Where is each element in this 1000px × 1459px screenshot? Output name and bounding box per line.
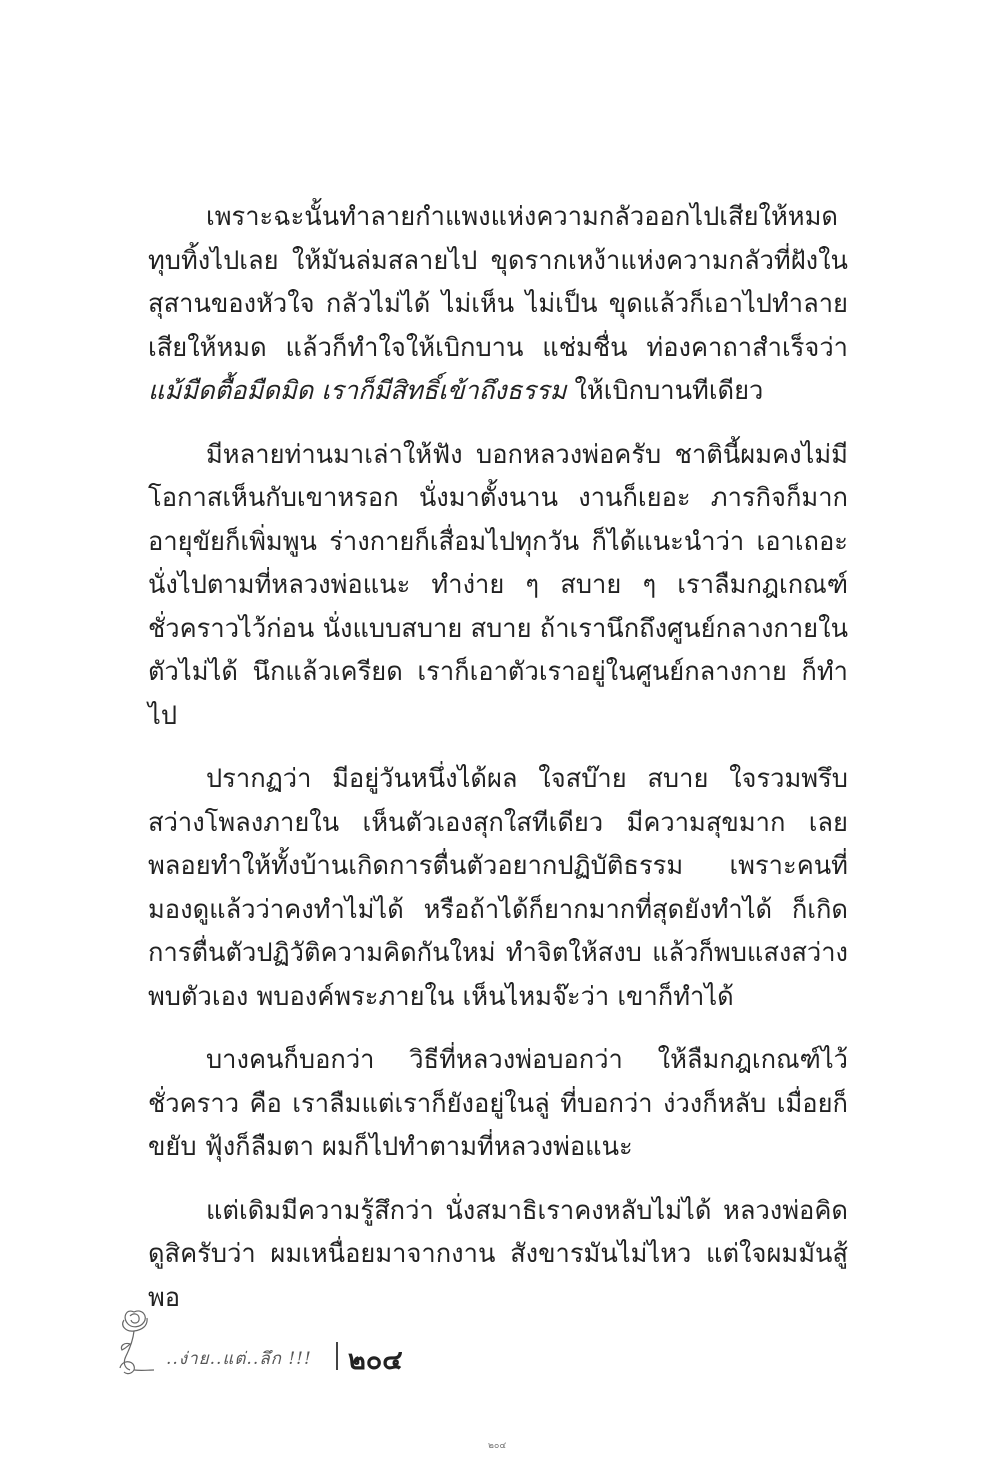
footer-script-title: ..ง่าย..แต่..ลึก !!! bbox=[166, 1349, 312, 1369]
rose-icon bbox=[112, 1300, 172, 1380]
paragraph-1-tail: ให้เบิกบานทีเดียว bbox=[566, 376, 764, 406]
paragraph-1 bbox=[148, 196, 848, 414]
tiny-page-number: ๒๐๔ bbox=[488, 1441, 507, 1451]
page-body bbox=[148, 196, 848, 1340]
paragraph-3: ปรากฏว่า มีอยู่วันหนึ่งได้ผล ใจสบ๊าย สบาย ใจรวมพรึบ สว่างโพลงภายใน เห็นตัวเองสุกใสทีเดียว มีความสุขมาก เลยพลอยทำให้ทั้งบ้านเกิดการตื่นตัวอยากปฏิบัติธรรม เพราะคนที่มองดูแล้วว่าคงทำไม่ได้ หรือถ้าได้ก็ยากมากที่สุดยังทำได้ ก็เกิดการตื่นตัวปฏิวัติความคิดกันใหม่ ทำจิตให้สงบ แล้วก็พบแสงสว่าง พบตัวเอง พบองค์พระภายใน เห็นไหมจ๊ะว่า เขาก็ทำได้ bbox=[148, 764, 848, 1012]
page-number: ๒๐๔ bbox=[348, 1345, 403, 1376]
paragraph-1-text: เพราะฉะนั้นทำลายกำแพงแห่งความกลัวออกไปเสียให้หมด ทุบทิ้งไปเลย ให้มันล่มสลายไป ขุดรากเหง้าแห่งความกลัวที่ฝังในสุสานของหัวใจ กลัวไม่ได้ ไม่เห็น ไม่เป็น ขุดแล้วก็เอาไปทำลายเสียให้หมด แล้วก็ทำใจให้เบิกบาน แช่มชื่น ท่องคาถาสำเร็จว่า bbox=[148, 202, 848, 363]
paragraph-5: แต่เดิมมีความรู้สึกว่า นั่งสมาธิเราคงหลับไม่ได้ หลวงพ่อคิดดูสิครับว่า ผมเหนื่อยมาจากงาน สังขารมันไม่ไหว แต่ใจผมมันสู้ พอ bbox=[148, 1195, 848, 1313]
footer-divider bbox=[336, 1342, 338, 1370]
page-footer bbox=[112, 1300, 872, 1380]
paragraph-4: บางคนก็บอกว่า วิธีที่หลวงพ่อบอกว่า ให้ลืมกฎเกณฑ์ไว้ชั่วคราว คือ เราลืมแต่เราก็ยังอยู่ในลู่ ที่บอกว่า ง่วงก็หลับ เมื่อยก็ขยับ ฟุ้งก็ลืมตา ผมก็ไปทำตามที่หลวงพ่อแนะ bbox=[148, 1045, 848, 1162]
paragraph-2: มีหลายท่านมาเล่าให้ฟัง บอกหลวงพ่อครับ ชาตินี้ผมคงไม่มีโอกาสเห็นกับเขาหรอก นั่งมาตั้งนาน งานก็เยอะ ภารกิจก็มาก อายุขัยก็เพิ่มพูน ร่างกายก็เสื่อมไปทุกวัน ก็ได้แนะนำว่า เอาเถอะ นั่งไปตามที่หลวงพ่อแนะ ทำง่าย ๆ สบาย ๆ เราลืมกฎเกณฑ์ชั่วคราวไว้ก่อน นั่งแบบสบาย สบาย ถ้าเรานึกถึงศูนย์กลางกายในตัวไม่ได้ นึกแล้วเครียด เราก็เอาตัวเราอยู่ในศูนย์กลางกาย ก็ทำไป bbox=[148, 439, 848, 731]
italic-verse: แม้มืดตื้อมืดมิด เราก็มีสิทธิ์เข้าถึงธรรม bbox=[148, 376, 567, 406]
